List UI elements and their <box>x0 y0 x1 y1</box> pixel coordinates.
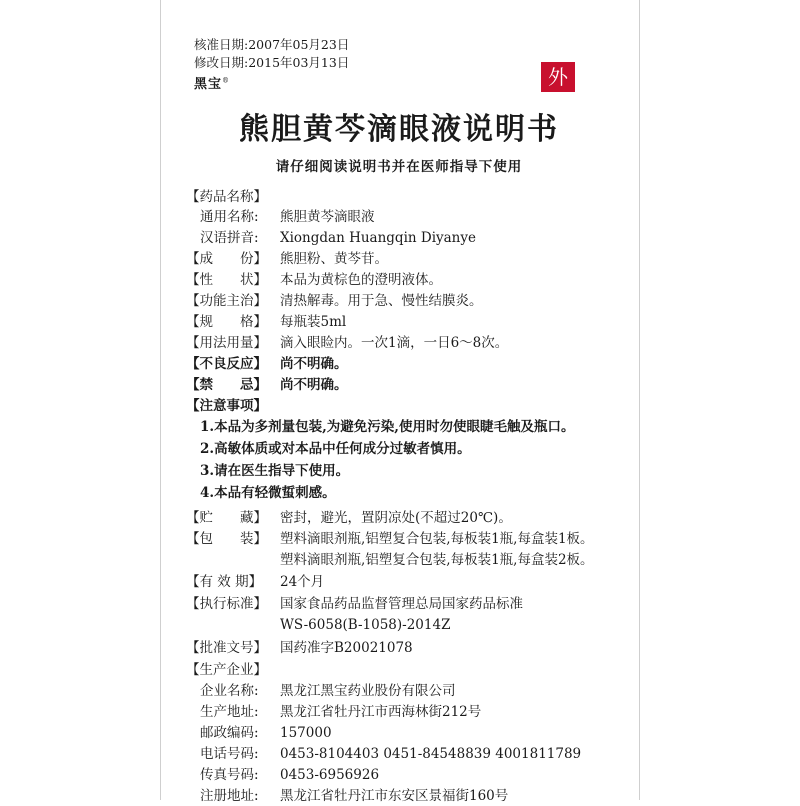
precaution-item: 3.请在医生指导下使用。 <box>200 463 350 479</box>
field-value: 157000 <box>280 725 332 741</box>
adverse-value: 尚不明确。 <box>280 356 348 372</box>
manufacturer-field <box>186 723 332 743</box>
field-label: 注册地址: <box>200 788 259 804</box>
generic-name-value: 熊胆黄芩滴眼液 <box>280 209 375 225</box>
precaution-item: 4.本品有轻微蜇刺感。 <box>200 485 336 501</box>
packaging-row <box>186 529 594 549</box>
manufacturer-field <box>186 765 379 785</box>
specification-label: 【规 格】 <box>186 314 267 330</box>
manufacturer-field <box>186 786 508 806</box>
standard-line: 国家食品药品监督管理总局国家药品标准 <box>280 596 523 612</box>
drug-name-label: 【药品名称】 <box>186 189 267 205</box>
standard-row-2 <box>186 615 450 635</box>
brand-logo <box>194 73 230 92</box>
packaging-line: 塑料滴眼剂瓶,铝塑复合包装,每板装1瓶,每盒装1板。 <box>280 531 594 547</box>
storage-value: 密封，避光，置阴凉处(不超过20℃)。 <box>280 510 512 526</box>
dosage-value: 滴入眼睑内。一次1滴，一日6～8次。 <box>280 335 509 351</box>
contraindications-label: 【禁 忌】 <box>186 377 267 393</box>
pinyin-label: 汉语拼音: <box>200 230 259 246</box>
composition-row <box>186 249 388 269</box>
composition-label: 【成 份】 <box>186 251 267 267</box>
indications-row <box>186 291 483 311</box>
generic-name-label: 通用名称: <box>200 209 259 225</box>
precautions-label: 【注意事项】 <box>186 398 267 414</box>
field-label: 生产地址: <box>200 704 259 720</box>
contraindications-row <box>186 375 348 395</box>
manufacturer-field <box>186 681 456 701</box>
appearance-label: 【性 状】 <box>186 272 267 288</box>
generic-name-row <box>186 207 375 227</box>
appearance-row <box>186 270 442 290</box>
drug-name-section <box>186 187 280 207</box>
approval-date: 核准日期:2007年05月23日 <box>194 37 350 52</box>
storage-row <box>186 508 512 528</box>
field-value: 黑龙江省牡丹江市西海林街212号 <box>280 704 482 720</box>
manufacturer-field <box>186 702 481 722</box>
dosage-label: 【用法用量】 <box>186 335 267 351</box>
page-title: 熊胆黄芩滴眼液说明书 <box>239 112 559 147</box>
specification-row <box>186 312 346 332</box>
validity-row <box>186 572 324 592</box>
date-block <box>194 36 349 72</box>
packaging-line: 塑料滴眼剂瓶,铝塑复合包装,每板装1瓶,每盒装2板。 <box>280 552 594 568</box>
packaging-label: 【包 装】 <box>186 531 267 547</box>
precaution-item: 2.高敏体质或对本品中任何成分过敏者慎用。 <box>200 441 471 457</box>
manufacturer-section <box>186 660 280 680</box>
pinyin-row <box>186 228 476 248</box>
standard-row <box>186 594 523 614</box>
field-label: 电话号码: <box>200 746 259 762</box>
dosage-row <box>186 333 508 353</box>
approval-number-row <box>186 638 413 658</box>
packaging-row-2 <box>186 550 594 570</box>
manufacturer-field <box>186 744 581 764</box>
composition-value: 熊胆粉、黄芩苷。 <box>280 251 388 267</box>
approval-number-label: 【批准文号】 <box>186 640 267 656</box>
approval-number-value: 国药准字B20021078 <box>280 640 413 656</box>
indications-value: 清热解毒。用于急、慢性结膜炎。 <box>280 293 483 309</box>
standard-line: WS-6058(B-1058)-2014Z <box>280 617 451 633</box>
validity-label: 【有 效 期】 <box>186 574 263 590</box>
precautions-section <box>186 396 280 416</box>
field-value: 黑龙江省牡丹江市东安区景福街160号 <box>280 788 509 804</box>
contraindications-value: 尚不明确。 <box>280 377 348 393</box>
pinyin-value: Xiongdan Huangqin Diyanye <box>280 230 476 246</box>
brand-name: 黑宝 <box>194 77 223 92</box>
field-value: 0453-8104403 0451-84548839 4001811789 <box>280 746 582 762</box>
specification-value: 每瓶装5ml <box>280 314 347 330</box>
indications-label: 【功能主治】 <box>186 293 267 309</box>
field-label: 邮政编码: <box>200 725 259 741</box>
field-value: 0453-6956926 <box>280 767 380 783</box>
manufacturer-label: 【生产企业】 <box>186 662 267 678</box>
registered-mark: ® <box>222 76 231 85</box>
precaution-item: 1.本品为多剂量包装,为避免污染,使用时勿使眼睫毛触及瓶口。 <box>200 419 575 435</box>
field-value: 黑龙江黑宝药业股份有限公司 <box>280 683 456 699</box>
revision-date: 修改日期:2015年03月13日 <box>194 55 350 70</box>
validity-value: 24个月 <box>280 574 325 590</box>
storage-label: 【贮 藏】 <box>186 510 267 526</box>
adverse-row <box>186 354 348 374</box>
field-label: 传真号码: <box>200 767 259 783</box>
field-label: 企业名称: <box>200 683 259 699</box>
page-subtitle: 请仔细阅读说明书并在医师指导下使用 <box>275 159 523 175</box>
appearance-value: 本品为黄棕色的澄明液体。 <box>280 272 442 288</box>
adverse-label: 【不良反应】 <box>186 356 267 372</box>
standard-label: 【执行标准】 <box>186 596 267 612</box>
external-use-badge: 外 <box>541 62 575 92</box>
